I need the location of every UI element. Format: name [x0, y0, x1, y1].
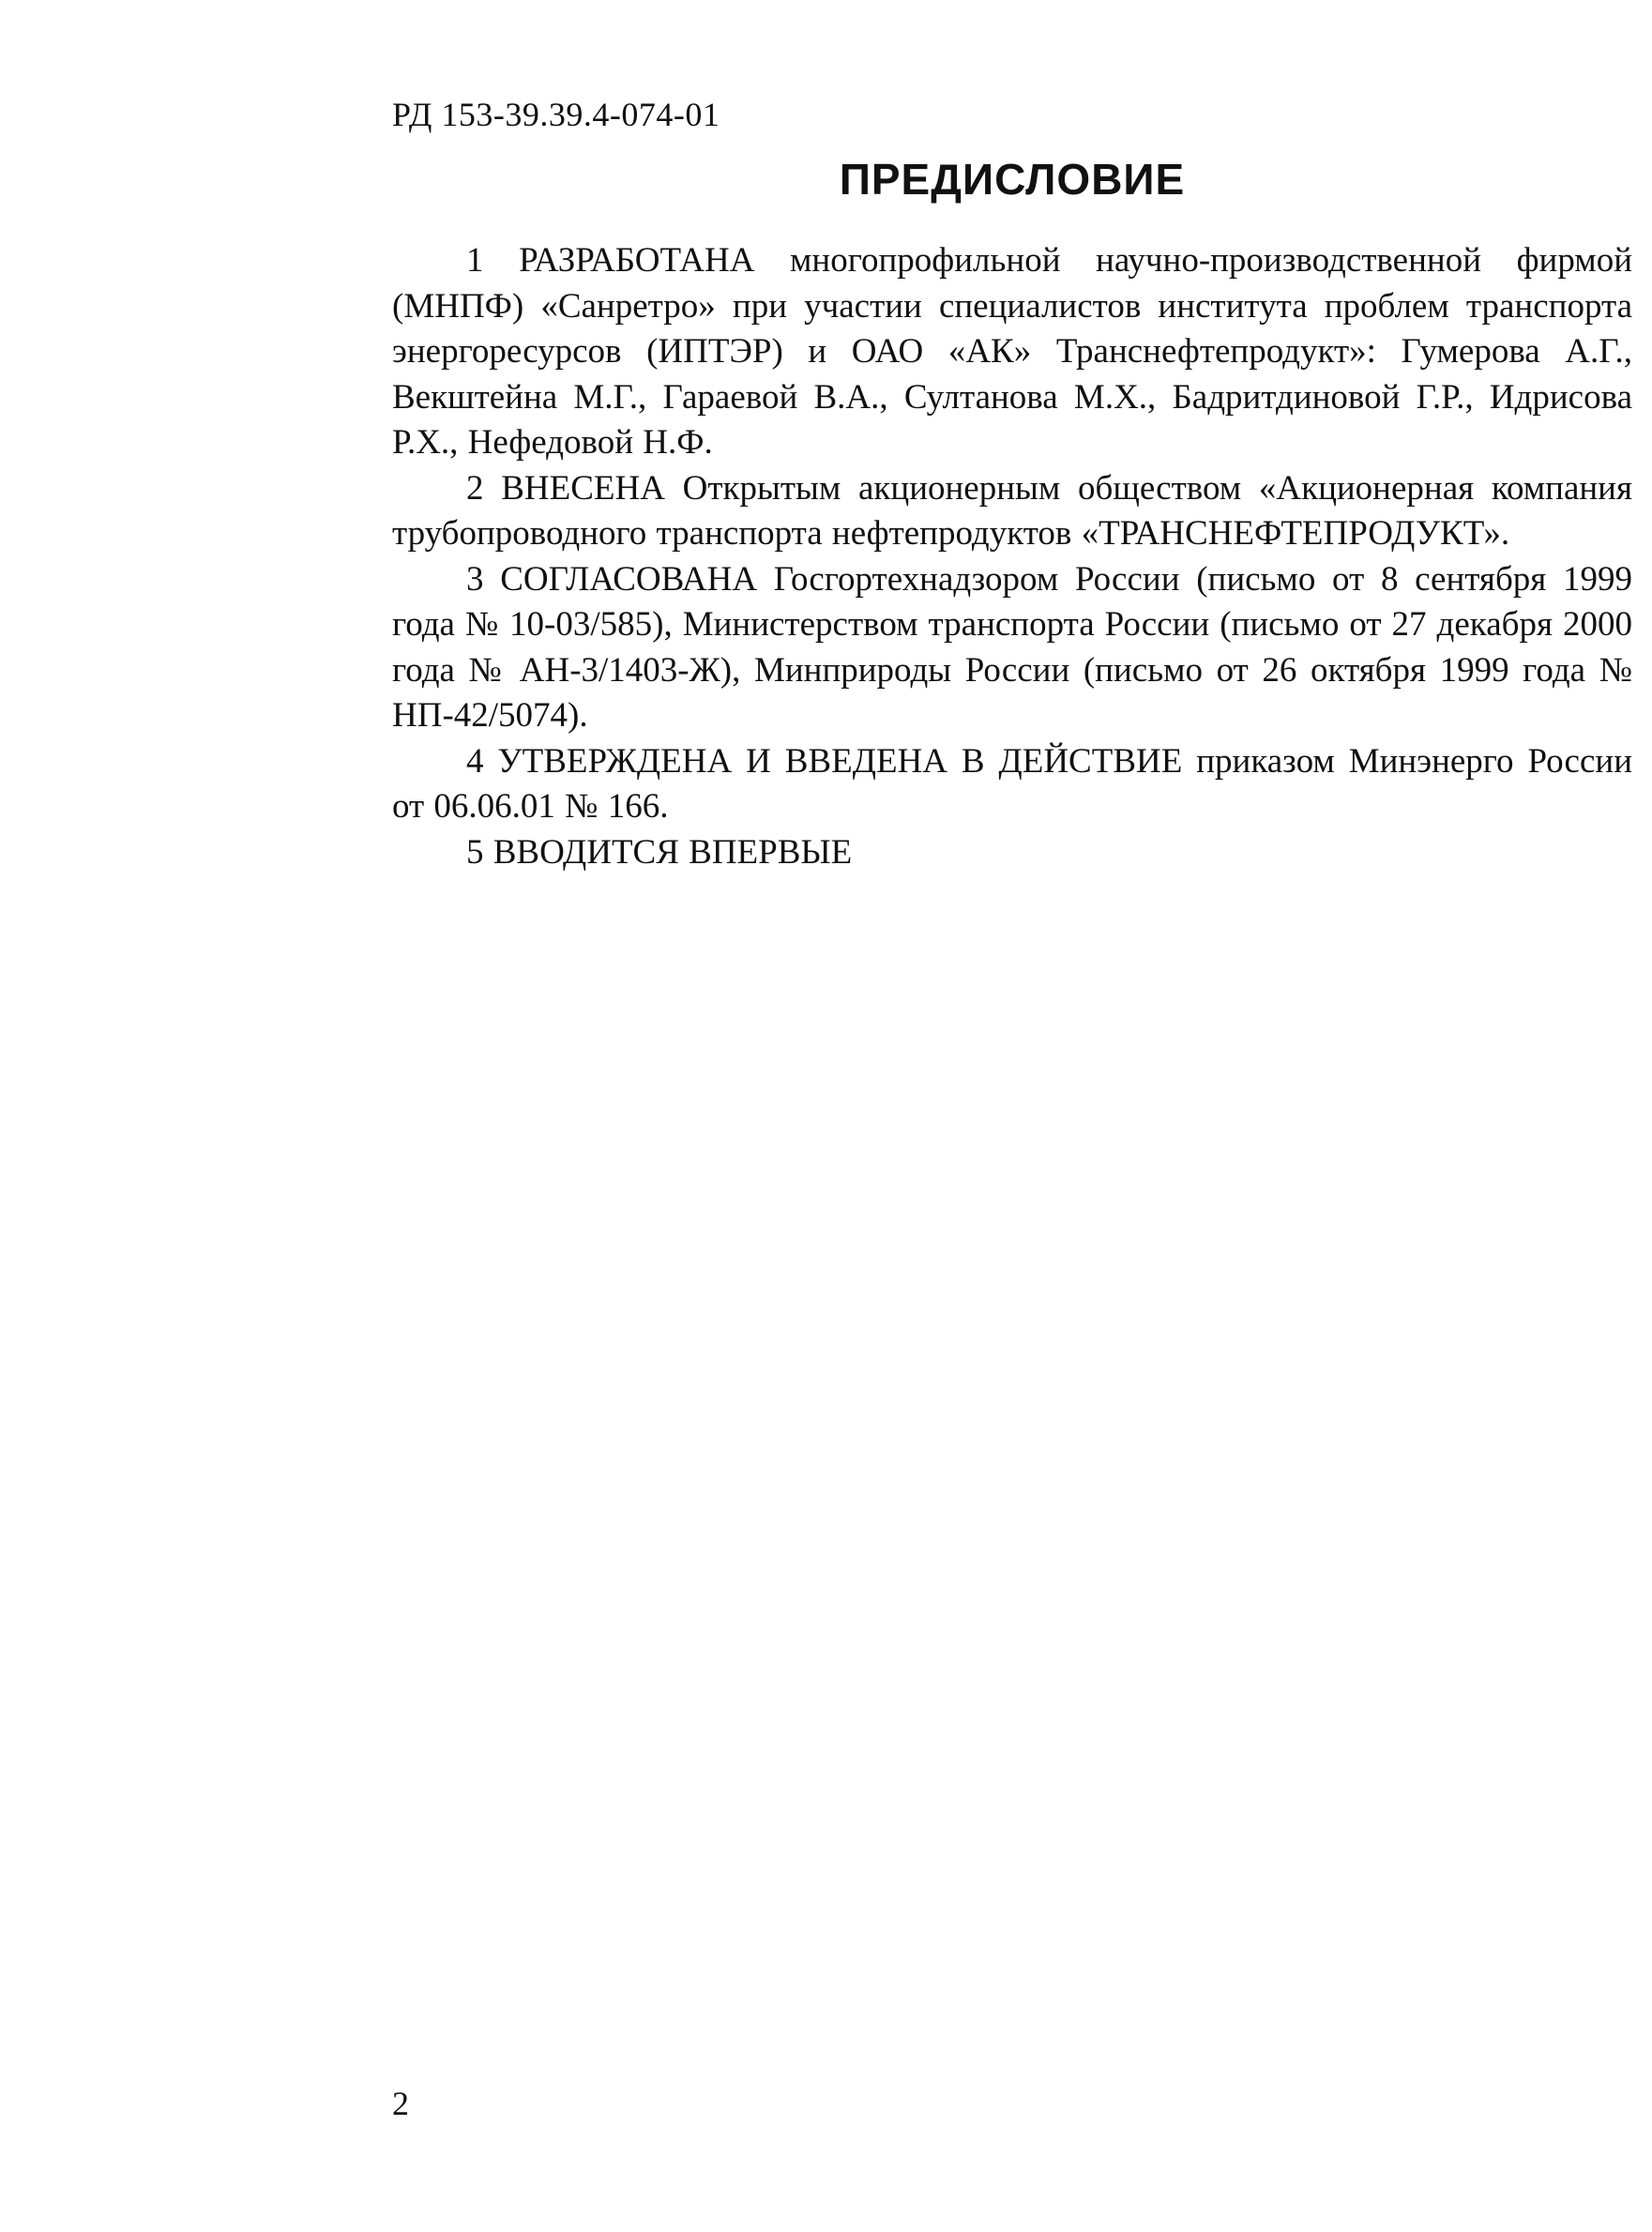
paragraph-introduced: 2 ВНЕСЕНА Открытым акционерным обществом «Акционерная компания трубопроводного транспорта нефтепродуктов «ТРАНСНЕФТЕПРОДУКТ».	[392, 468, 1632, 553]
page-number: 2	[392, 2085, 409, 2122]
page-title: ПРЕДИСЛОВИЕ	[839, 155, 1186, 204]
paragraph-developed: 1 РАЗРАБОТАНА многопрофильной научно-производственной фирмой (МНПФ) «Санретро» при участии специалистов института проблем транспорта энергоресурсов (ИПТЭР) и ОАО «АК» Транснефтепродукт»: Гумерова А.Г., Векштейна М.Г., Гараевой В.А., Султанова М.Х., Бадритдиновой Г.Р., Идрисова Р.Х., Нефедовой Н.Ф.	[392, 241, 1632, 462]
paragraph-agreed: 3 СОГЛАСОВАНА Госгортехнадзором России (письмо от 8 сентября 1999 года № 10-03/585), Министерством транспорта России (письмо от 27 декабря 2000 года № АН-3/1403-Ж), Минприроды России (письмо от 26 октября 1999 года № НП-42/5074).	[392, 559, 1632, 735]
document-code: РД 153-39.39.4-074-01	[392, 96, 720, 133]
foreword-body	[392, 238, 1632, 875]
paragraph-approved: 4 УТВЕРЖДЕНА И ВВЕДЕНА В ДЕЙСТВИЕ приказом Минэнерго России от 06.06.01 № 166.	[392, 741, 1632, 826]
paragraph-first-introduced: 5 ВВОДИТСЯ ВПЕРВЫЕ	[466, 832, 853, 872]
